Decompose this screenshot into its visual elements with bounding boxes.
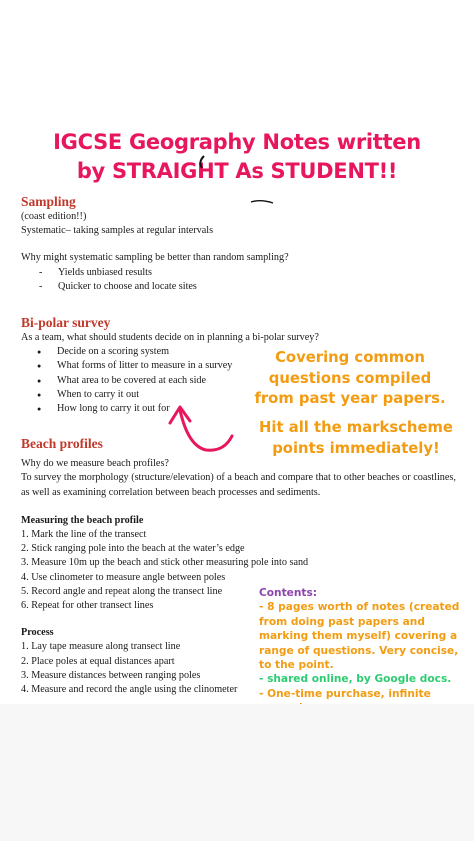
- measuring-heading: Measuring the beach profile: [21, 514, 144, 526]
- callout-line: questions compiled: [268, 369, 432, 387]
- sampling-heading: Sampling: [21, 194, 76, 209]
- bipolar-question: As a team, what should students decide on in planning a bi-polar survey?: [21, 332, 319, 344]
- beach-question: Why do we measure beach profiles?: [21, 458, 169, 470]
- banner-line-1: IGCSE Geography Notes written: [53, 130, 421, 154]
- list-item: ● How long to carry it out for: [21, 402, 461, 416]
- list-item: ● Decide on a scoring system: [21, 345, 461, 359]
- contents-title: Contents:: [259, 587, 317, 599]
- process-heading: Process: [21, 627, 54, 639]
- list-item: ● When to carry it out: [21, 388, 461, 402]
- list-item: 3. Measure 10m up the beach and stick other measuring pole into sand: [21, 557, 309, 569]
- contents-line: - One-time purchase, infinite: [259, 687, 431, 700]
- list-item: 4. Use clinometer to measure angle between poles: [21, 571, 226, 583]
- list-item: ● What forms of litter to measure in a survey: [21, 359, 461, 373]
- list-item: 3. Measure distances between ranging poles: [21, 669, 201, 681]
- list-item: - Quicker to choose and locate sites: [21, 280, 461, 294]
- sampling-answers: [21, 266, 461, 294]
- bipolar-heading: Bi-polar survey: [21, 315, 111, 331]
- list-item: 1. Lay tape measure along transect line: [21, 641, 181, 653]
- contents-line: to the point.: [259, 659, 334, 672]
- list-item: 1. Mark the line of the transect: [21, 529, 147, 541]
- callout-line: from past year papers.: [254, 390, 446, 407]
- page-bottom-margin: [0, 704, 474, 841]
- contents-google-docs-line: - shared online, by Google docs.: [259, 673, 452, 686]
- sampling-question: Why might systematic sampling be better than random sampling?: [21, 252, 289, 264]
- list-item: 2. Stick ranging pole into the beach at the water’s edge: [21, 543, 245, 555]
- list-item: 2. Place poles at equal distances apart: [21, 655, 175, 667]
- pen-squiggle-mark: [200, 156, 204, 168]
- list-item: 5. Record angle and repeat along the transect line: [21, 585, 223, 597]
- list-item: 6. Repeat for other transect lines: [21, 600, 154, 612]
- contents-box: [259, 586, 471, 716]
- beach-answer: To survey the morphology (structure/elevation) of a beach and compare that to other beaches or coastlines, as well as examining correlation between beach processes and sediments.: [21, 472, 456, 498]
- contents-line: marking them myself) covering a: [259, 630, 458, 643]
- sampling-line-2: Systematic– taking samples at regular intervals: [21, 225, 214, 237]
- banner-line-2: by STRAIGHT As STUDENT!!: [76, 159, 398, 183]
- contents-line: - 8 pages worth of notes (created: [259, 601, 460, 614]
- callout-line: Covering common: [275, 349, 425, 366]
- list-item: - Yields unbiased results: [21, 266, 461, 280]
- list-item: ● What area to be covered at each side: [21, 374, 461, 388]
- sampling-line-1: (coast edition!!): [21, 211, 87, 222]
- callout-line: points immediately!: [272, 439, 440, 457]
- beach-heading: Beach profiles: [21, 436, 103, 452]
- contents-line: from doing past papers and: [259, 615, 425, 628]
- callout-line: Hit all the markscheme: [259, 419, 453, 436]
- list-item: 4. Measure and record the angle using the clinometer: [21, 684, 238, 696]
- callout-common-questions: [226, 348, 474, 410]
- contents-line: range of questions. Very concise,: [259, 644, 459, 657]
- callout-markscheme: [238, 418, 474, 459]
